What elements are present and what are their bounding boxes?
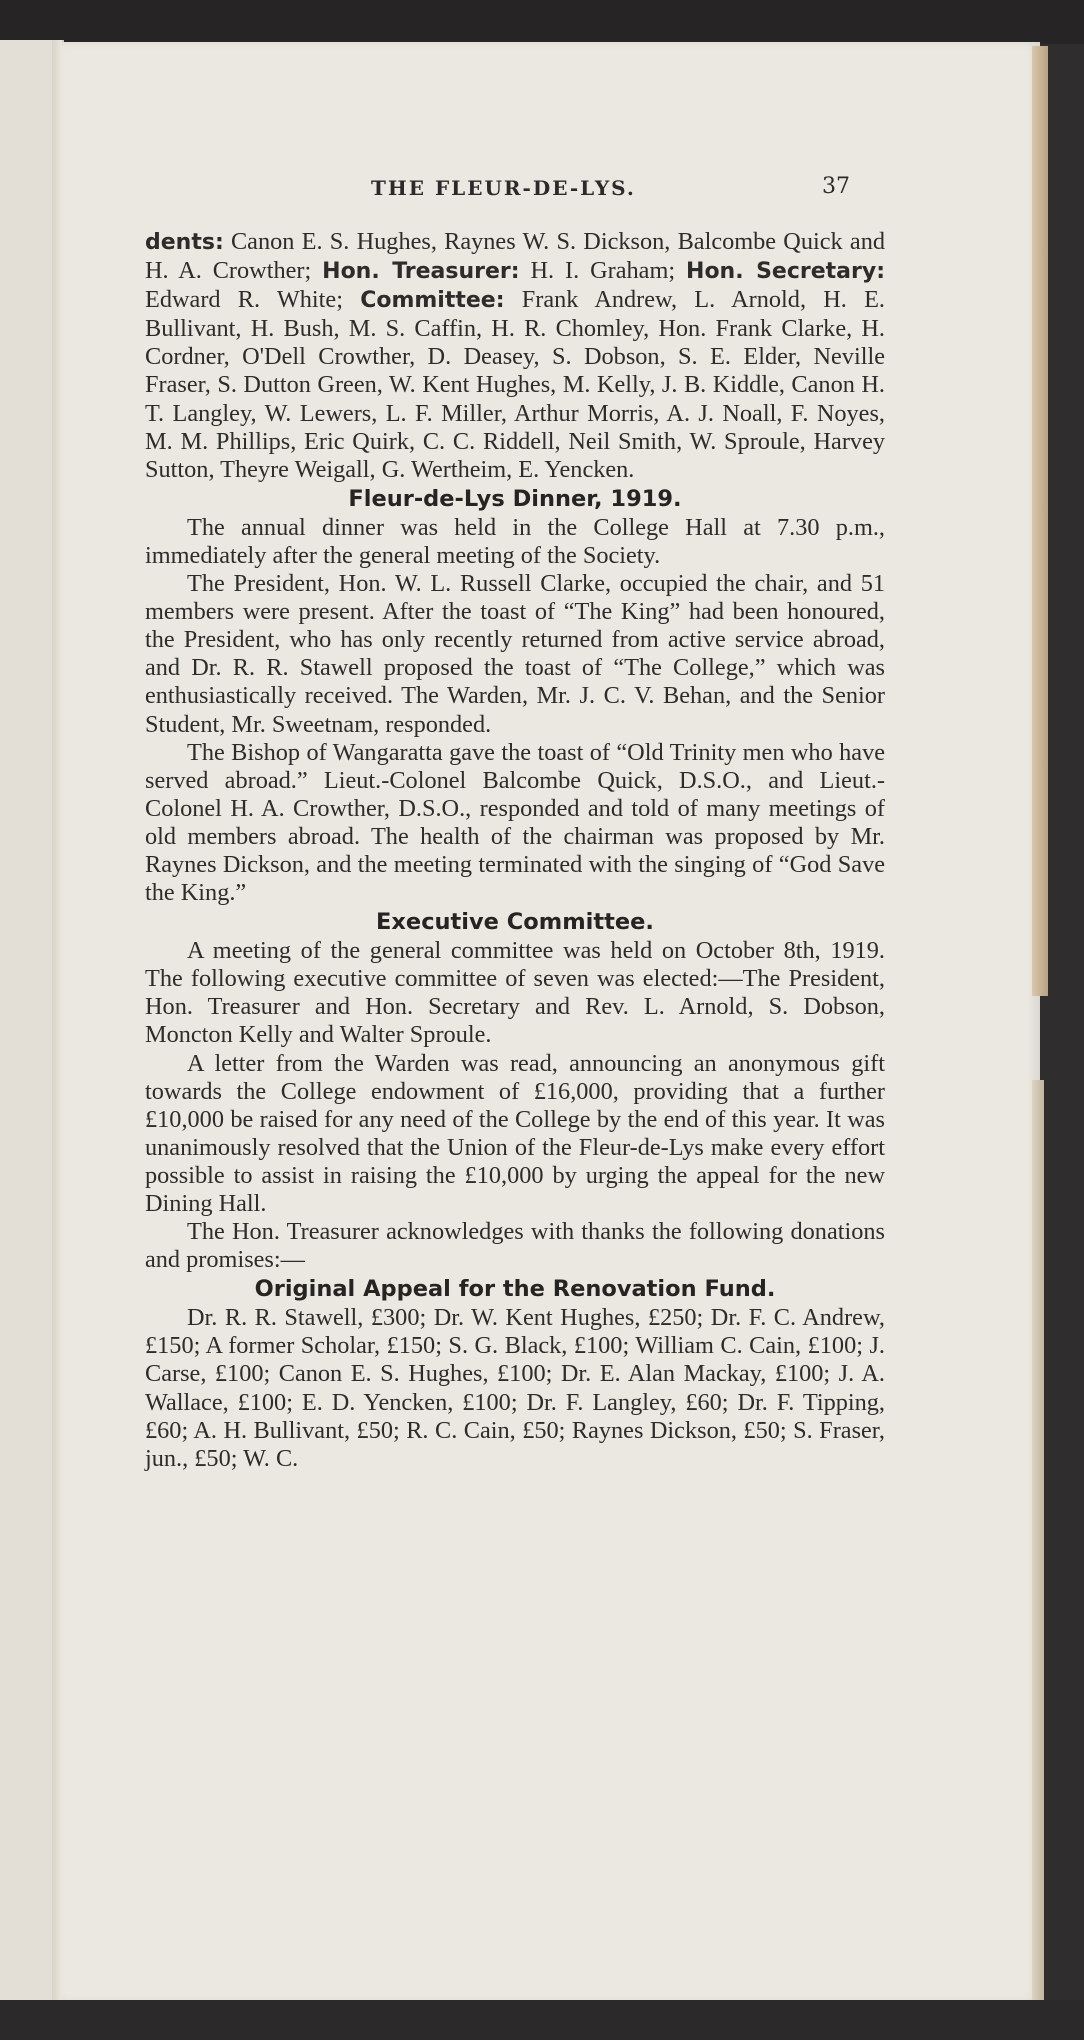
executive-paragraph-3: The Hon. Treasurer acknowledges with thanks the following donations and promises:— <box>145 1218 885 1274</box>
renovation-fund-heading: Original Appeal for the Renovation Fund. <box>254 1276 776 1303</box>
executive-paragraph-1: A meeting of the general committee was held on October 8th, 1919. The following executive committee of seven was elected:—The President, Hon. Treasurer and Hon. Secretary and Rev. L. Arnold, S. Dobson, Moncton Kelly and Walter Sproule. <box>145 937 885 1049</box>
page-edge-right-lower <box>1032 1080 1044 2000</box>
committee-label: Committee: <box>360 288 505 314</box>
scan-background-bottom <box>0 2000 1084 2040</box>
dents-label: dents: <box>145 230 224 255</box>
dinner-paragraph-1: The annual dinner was held in the College Hall at 7.30 p.m., immediately after the general meeting of the Society. <box>145 513 885 569</box>
dinner-paragraph-3: The Bishop of Wangaratta gave the toast of “Old Trinity men who have served abroad.” Lieut.-Colonel Balcombe Quick, D.S.O., and Lieut.-Colonel H. A. Crowther, D.S.O., responded and told of many meetings of old members abroad. The health of the chairman was proposed by Mr. Raynes Dickson, and the meeting terminated with the singing of “God Save the King.” <box>145 738 885 907</box>
running-head: THE FLEUR-DE-LYS. <box>371 176 636 200</box>
page-body <box>145 228 885 1473</box>
scan-background-top <box>0 0 1084 44</box>
committee-paragraph <box>145 228 885 484</box>
dinner-paragraph-2: The President, Hon. W. L. Russell Clarke, occupied the chair, and 51 members were present. After the toast of “The King” had been honoured, the President, who has only recently returned from active service abroad, and Dr. R. R. Stawell proposed the toast of “The College,” which was enthusiastically received. The Warden, Mr. J. C. V. Behan, and the Senior Student, Mr. Sweetnam, responded. <box>145 570 885 738</box>
executive-committee-heading: Executive Committee. <box>376 909 654 936</box>
secretary-text: Edward R. White; <box>145 286 361 314</box>
vice-presidents-text: Canon E. S. Hughes, Raynes W. S. Dickson, Balcombe Quick and H. A. Crowther; <box>145 228 885 285</box>
dinner-heading: Fleur-de-Lys Dinner, 1919. <box>348 485 682 512</box>
treasurer-label: Hon. Treasurer: <box>322 259 520 285</box>
book-gutter <box>52 40 62 2000</box>
secretary-label: Hon. Secretary: <box>686 259 886 285</box>
committee-members-text: Frank Andrew, L. Arnold, H. E. Bullivant, H. Bush, M. S. Caffin, H. R. Chomley, Hon. Frank Clarke, H. Cordner, O'Dell Crowther, D. Deasey, S. Dobson, S. E. Elder, Neville Fraser, S. Dutton Green, W. Kent Hughes, M. Kelly, J. B. Kiddle, Canon H. T. Langley, W. Lewers, L. F. Miller, Arthur Morris, A. J. Noall, F. Noyes, M. M. Phillips, Eric Quirk, C. C. Riddell, Neil Smith, W. Sproule, Harvey Sutton, Theyre Weigall, G. Wertheim, E. Yencken. <box>145 286 885 483</box>
donations-paragraph: Dr. R. R. Stawell, £300; Dr. W. Kent Hughes, £250; Dr. F. C. Andrew, £150; A former Scholar, £150; S. G. Black, £100; William C. Cain, £100; J. Carse, £100; Canon E. S. Hughes, £100; Dr. E. Alan Mackay, £100; J. A. Wallace, £100; E. D. Yencken, £100; Dr. F. Langley, £60; Dr. F. Tipping, £60; A. H. Bullivant, £50; R. C. Cain, £50; Raynes Dickson, £50; S. Fraser, jun., £50; W. C. <box>145 1304 885 1472</box>
executive-paragraph-2: A letter from the Warden was read, announcing an anonymous gift towards the College endowment of £16,000, providing that a further £10,000 be raised for any need of the College by the end of this year. It was unanimously resolved that the Union of the Fleur-de-Lys make every effort possible to assist in raising the £10,000 by urging the appeal for the new Dining Hall. <box>145 1049 885 1217</box>
page-number: 37 <box>822 174 850 199</box>
treasurer-text: H. I. Graham; <box>519 257 687 285</box>
page-header <box>62 176 1040 206</box>
